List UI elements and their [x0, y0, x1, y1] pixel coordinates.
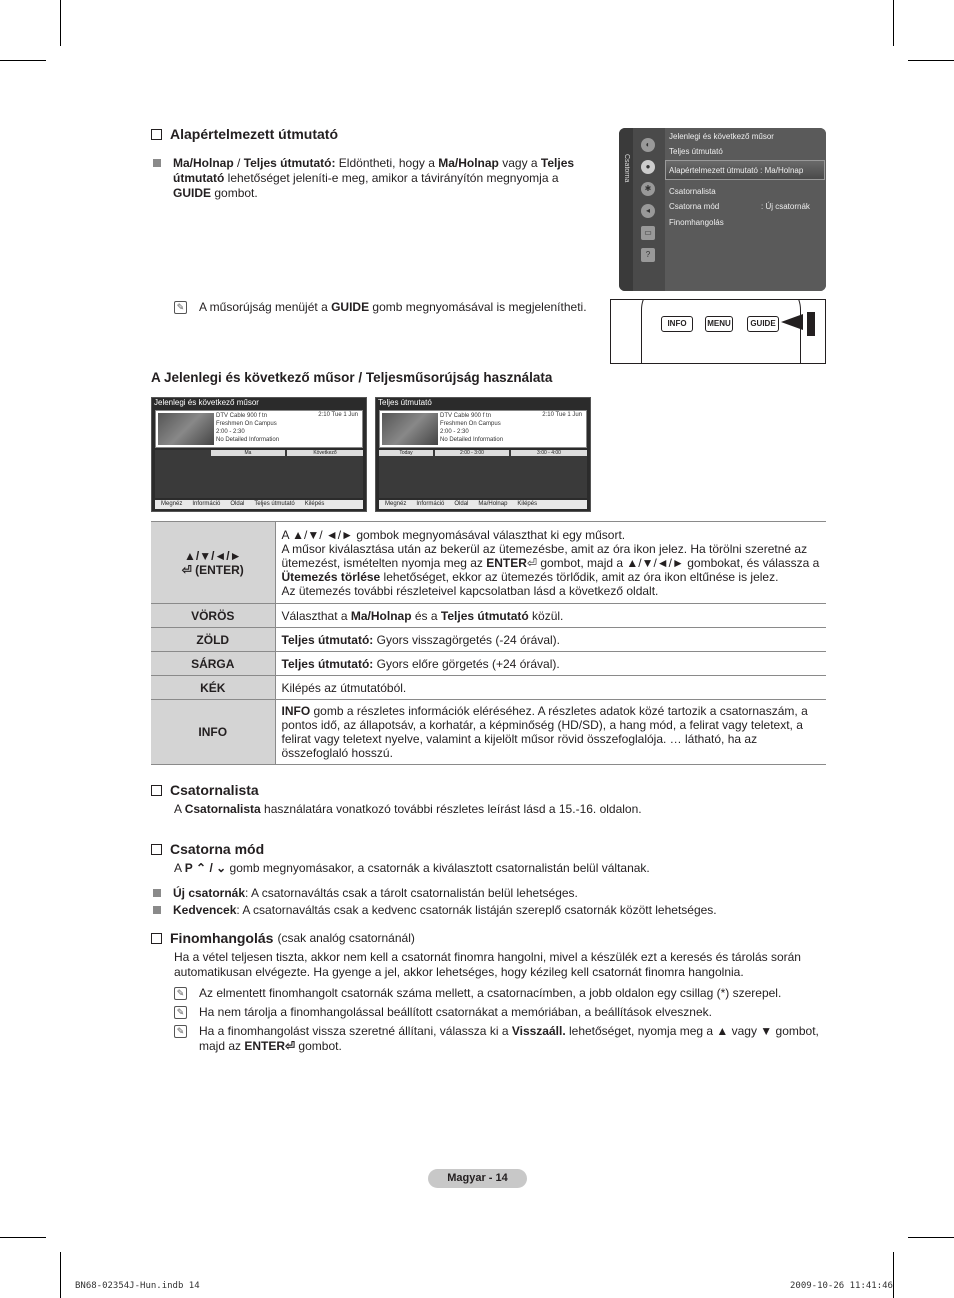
channel-icon: ●: [641, 160, 655, 174]
bullet-text: Kedvencek: A csatornaváltás csak a kedvenc csatornák listáján szereplő csatornák között lehetséges.: [173, 903, 717, 917]
bar-item: Kilépés: [304, 500, 325, 507]
section-title-text: Csatorna mód: [170, 841, 265, 857]
channel-list-text: A Csatornalista használatára vonatkozó további részletes leírást lásd a 15.-16. oldalon.: [174, 802, 642, 816]
checkbox-square-icon: [151, 844, 162, 855]
grid-col-header: 2:00 - 3:00: [435, 450, 509, 456]
table-value-cell: [275, 522, 826, 604]
table-value-cell: Teljes útmutató: Gyors visszagörgetés (-24 órával).: [275, 628, 826, 652]
osd-item-fine-tune[interactable]: Finomhangolás: [669, 218, 724, 227]
bar-item: Megnéz: [161, 500, 183, 507]
table-key-cell: SÁRGA: [151, 652, 275, 676]
section-title-channel-mode: [151, 841, 264, 859]
enter-icon: ⏎: [526, 555, 537, 570]
crop-mark: [0, 60, 46, 61]
cell-line: Az ütemezés további részleteivel kapcsolatban lásd a következő oldalt.: [281, 583, 659, 598]
note-saved-channels: [174, 986, 824, 1001]
bullet-text: Új csatornák: A csatornaváltás csak a tárolt csatornalistán belül lehetséges.: [173, 886, 578, 900]
crop-mark: [0, 1237, 46, 1238]
bullet-default-guide: [153, 156, 593, 201]
osd-item-list: [665, 128, 826, 291]
note-reset: [174, 1024, 824, 1054]
channel-mode-text: A P ⌃ / ⌄ gomb megnyomásakor, a csatornák a kiválasztott csatornalistán belül váltanak.: [174, 861, 650, 875]
enter-icon: ⏎: [181, 562, 192, 577]
osd-side-tab: [619, 128, 633, 291]
cell-line: A műsor kiválasztása után az bekerül az ütemezésbe, amit az óra ikon jelez. Ha törölni szeretné az ütemezést, ismételten nyomja meg az ENTER⏎ gombot, majd a ▲/▼/◄/► gombokat, és válassza a Ütemezés törlése lehetőséget, ekkor az ütemezés törlődik, amit az óra ikon eltűnése is jelez.: [281, 541, 820, 584]
page-number: Magyar - 14: [428, 1169, 527, 1188]
section-title-fine-tune: [151, 930, 415, 948]
input-icon: ◂: [641, 204, 655, 218]
table-key-cell: KÉK: [151, 676, 275, 700]
screenshot-button-bar: [155, 500, 363, 509]
checkbox-square-icon: [151, 785, 162, 796]
table-row: [151, 522, 826, 604]
osd-item-channel-list[interactable]: Csatornalista: [669, 187, 716, 196]
note-icon: ✎: [174, 1006, 187, 1019]
print-timestamp: 2009-10-26 11:41:46: [790, 1281, 893, 1291]
bar-item: Információ: [192, 500, 221, 507]
bullet-square-icon: [153, 889, 161, 897]
video-thumbnail: [382, 413, 438, 445]
enter-label: (ENTER): [195, 562, 244, 577]
crop-mark: [908, 60, 954, 61]
note-text: Ha a finomhangolást vissza szeretné állítani, válassza ki a Visszaáll. lehetőséget, nyomja meg a ▲ vagy ▼ gombot, majd az ENTER⏎ gombot.: [199, 1024, 819, 1053]
note-guide-button: [174, 300, 594, 315]
section-title-text: Csatornalista: [170, 782, 259, 798]
fine-tune-text: Ha a vétel teljesen tiszta, akkor nem kell a csatornát finomra hangolni, mivel a készülék ezt a keresés és tárolás során automatikusan elvégezte. Ha gyenge a jel, akkor lehetséges, hogy kézileg kell csatornát finomra hangolnia.: [174, 950, 801, 979]
osd-item-default-guide[interactable]: Alapértelmezett útmutató : Ma/Holnap: [669, 166, 804, 175]
arrow-keys-label: ▲/▼/◄/►: [183, 548, 242, 563]
bar-item: Információ: [416, 500, 445, 507]
osd-channel-mode-value: : Új csatornák: [761, 202, 810, 211]
section-title-text: A Jelenlegi és következő műsor / Teljesműsorújság használata: [151, 370, 553, 385]
print-filename: BN68-02354J-Hun.indb 14: [75, 1281, 200, 1291]
crop-mark: [60, 0, 61, 46]
program-grid: [379, 450, 587, 498]
screenshot-now-next: [151, 397, 367, 512]
info-line: 2:00 - 2:30: [440, 429, 469, 435]
note-not-stored: [174, 1005, 824, 1020]
info-line: No Detailed Information: [216, 437, 280, 443]
info-button[interactable]: INFO: [661, 316, 693, 332]
bullet-square-icon: [153, 906, 161, 914]
note-icon: ✎: [174, 1025, 187, 1038]
table-key-cell: ZÖLD: [151, 628, 275, 652]
bullet-favorites: [153, 903, 823, 918]
enter-icon: ⏎: [285, 1039, 296, 1053]
guide-button[interactable]: GUIDE: [747, 316, 779, 332]
info-line: DTV Cable 900 f tn: [216, 413, 268, 419]
table-row: [151, 700, 826, 765]
chevron-up-icon: ⌃: [196, 861, 207, 875]
button-function-table: [151, 521, 826, 765]
bar-item: Oldal: [230, 500, 245, 507]
grid-col-header: Következő: [287, 450, 363, 456]
section-title-default-guide: [151, 126, 338, 144]
osd-item-channel-mode[interactable]: Csatorna mód: [669, 202, 720, 211]
section-title-text: Finomhangolás: [170, 930, 274, 946]
section-title-channel-list: [151, 782, 259, 800]
crop-mark: [893, 0, 894, 46]
video-thumbnail: [158, 413, 214, 445]
checkbox-square-icon: [151, 129, 162, 140]
picture-icon: ◐: [641, 138, 655, 152]
bullet-square-icon: [153, 159, 161, 167]
program-info: [440, 412, 503, 444]
chevron-down-icon: ⌄: [216, 861, 227, 875]
screenshot-title: Teljes útmutató: [378, 398, 432, 407]
table-row: [151, 652, 826, 676]
note-icon: ✎: [174, 987, 187, 1000]
pointer-bar-icon: [807, 312, 815, 336]
table-row: [151, 604, 826, 628]
table-value-cell: Választhat a Ma/Holnap és a Teljes útmutató közül.: [275, 604, 826, 628]
osd-item-now-next[interactable]: Jelenlegi és következő műsor: [669, 132, 774, 141]
info-line: No Detailed Information: [440, 437, 504, 443]
screenshot-button-bar: [379, 500, 587, 509]
screenshot-preview: [379, 410, 587, 448]
table-value-cell: INFO gomb a részletes információk eléréséhez. A részletes adatok közé tartozik a csatornaszám, a pontos idő, az állapotsáv, a korhatár, a képminőség (HD/SD), a hang mód, a felirat vagy teletext, a felirat vagy teletext nyelve, valamint a kijelölt műsor rövid összefoglalója. … látható, ha az összefoglaló hosszú.: [275, 700, 826, 765]
menu-button[interactable]: MENU: [705, 316, 733, 332]
table-key-cell: VÖRÖS: [151, 604, 275, 628]
section-title-text: Alapértelmezett útmutató: [170, 126, 339, 142]
table-row: [151, 628, 826, 652]
section-title-guide-usage: [151, 370, 552, 387]
cell-line: A ▲/▼/ ◄/► gombok megnyomásával választhat ki egy műsort.: [281, 527, 626, 542]
crop-mark: [60, 1252, 61, 1298]
info-line: Freshmen On Campus: [216, 421, 277, 427]
grid-col-header: Today: [379, 450, 433, 456]
crop-mark: [908, 1237, 954, 1238]
bar-item: Teljes útmutató: [254, 500, 295, 507]
osd-channel-menu: [619, 128, 826, 291]
table-key-cell: INFO: [151, 700, 275, 765]
screenshot-title: Jelenlegi és következő műsor: [154, 398, 259, 407]
bar-item: Kilépés: [517, 500, 538, 507]
setup-gear-icon: ✱: [641, 182, 655, 196]
info-line: Freshmen On Campus: [440, 421, 501, 427]
table-value-cell: Kilépés az útmutatóból.: [275, 676, 826, 700]
screenshot-full-guide: [375, 397, 591, 512]
screenshot-preview: [155, 410, 363, 448]
bar-item: Ma/Holnap: [478, 500, 508, 507]
info-line: DTV Cable 900 f tn: [440, 413, 492, 419]
note-text: Ha nem tárolja a finomhangolással beállított csatornákat a memóriában, a beállítások elvesznek.: [199, 1005, 712, 1019]
table-value-cell: Teljes útmutató: Gyors előre görgetés (+24 órával).: [275, 652, 826, 676]
osd-side-label: Csatorna: [622, 154, 630, 183]
crop-mark: [893, 1252, 894, 1298]
info-line: 2:00 - 2:30: [216, 429, 245, 435]
checkbox-square-icon: [151, 933, 162, 944]
pointer-arrow-icon: [781, 314, 803, 330]
program-info: [216, 412, 279, 444]
remote-illustration: [610, 299, 826, 364]
note-text: A műsorújság menüjét a GUIDE gomb megnyomásával is megjelenítheti.: [199, 300, 587, 314]
grid-col-header: 3:00 - 4:00: [511, 450, 587, 456]
grid-col-header: Ma: [211, 450, 285, 456]
support-icon: ?: [641, 248, 655, 262]
bullet-new-channels: [153, 886, 823, 901]
section-subtitle: (csak analóg csatornánál): [277, 931, 415, 946]
bar-item: Oldal: [454, 500, 469, 507]
application-icon: ▭: [641, 226, 655, 240]
bar-item: Megnéz: [385, 500, 407, 507]
table-row: [151, 676, 826, 700]
table-key-cell: [151, 522, 275, 604]
program-grid: [155, 450, 363, 498]
bullet-text: Ma/Holnap / Teljes útmutató: Eldöntheti, hogy a Ma/Holnap vagy a Teljes útmutató lehetőséget jeleníti-e meg, amikor a távirányítón megnyomja a GUIDE gombot.: [173, 156, 575, 200]
note-icon: ✎: [174, 301, 187, 314]
clock-date: 2:10 Tue 1 Jun: [318, 412, 358, 418]
note-text: Az elmentett finomhangolt csatornák száma mellett, a csatornacímben, a jobb oldalon egy csillag (*) szerepel.: [199, 986, 782, 1000]
clock-date: 2:10 Tue 1 Jun: [542, 412, 582, 418]
osd-item-full-guide[interactable]: Teljes útmutató: [669, 147, 723, 156]
osd-icon-column: [637, 138, 659, 270]
